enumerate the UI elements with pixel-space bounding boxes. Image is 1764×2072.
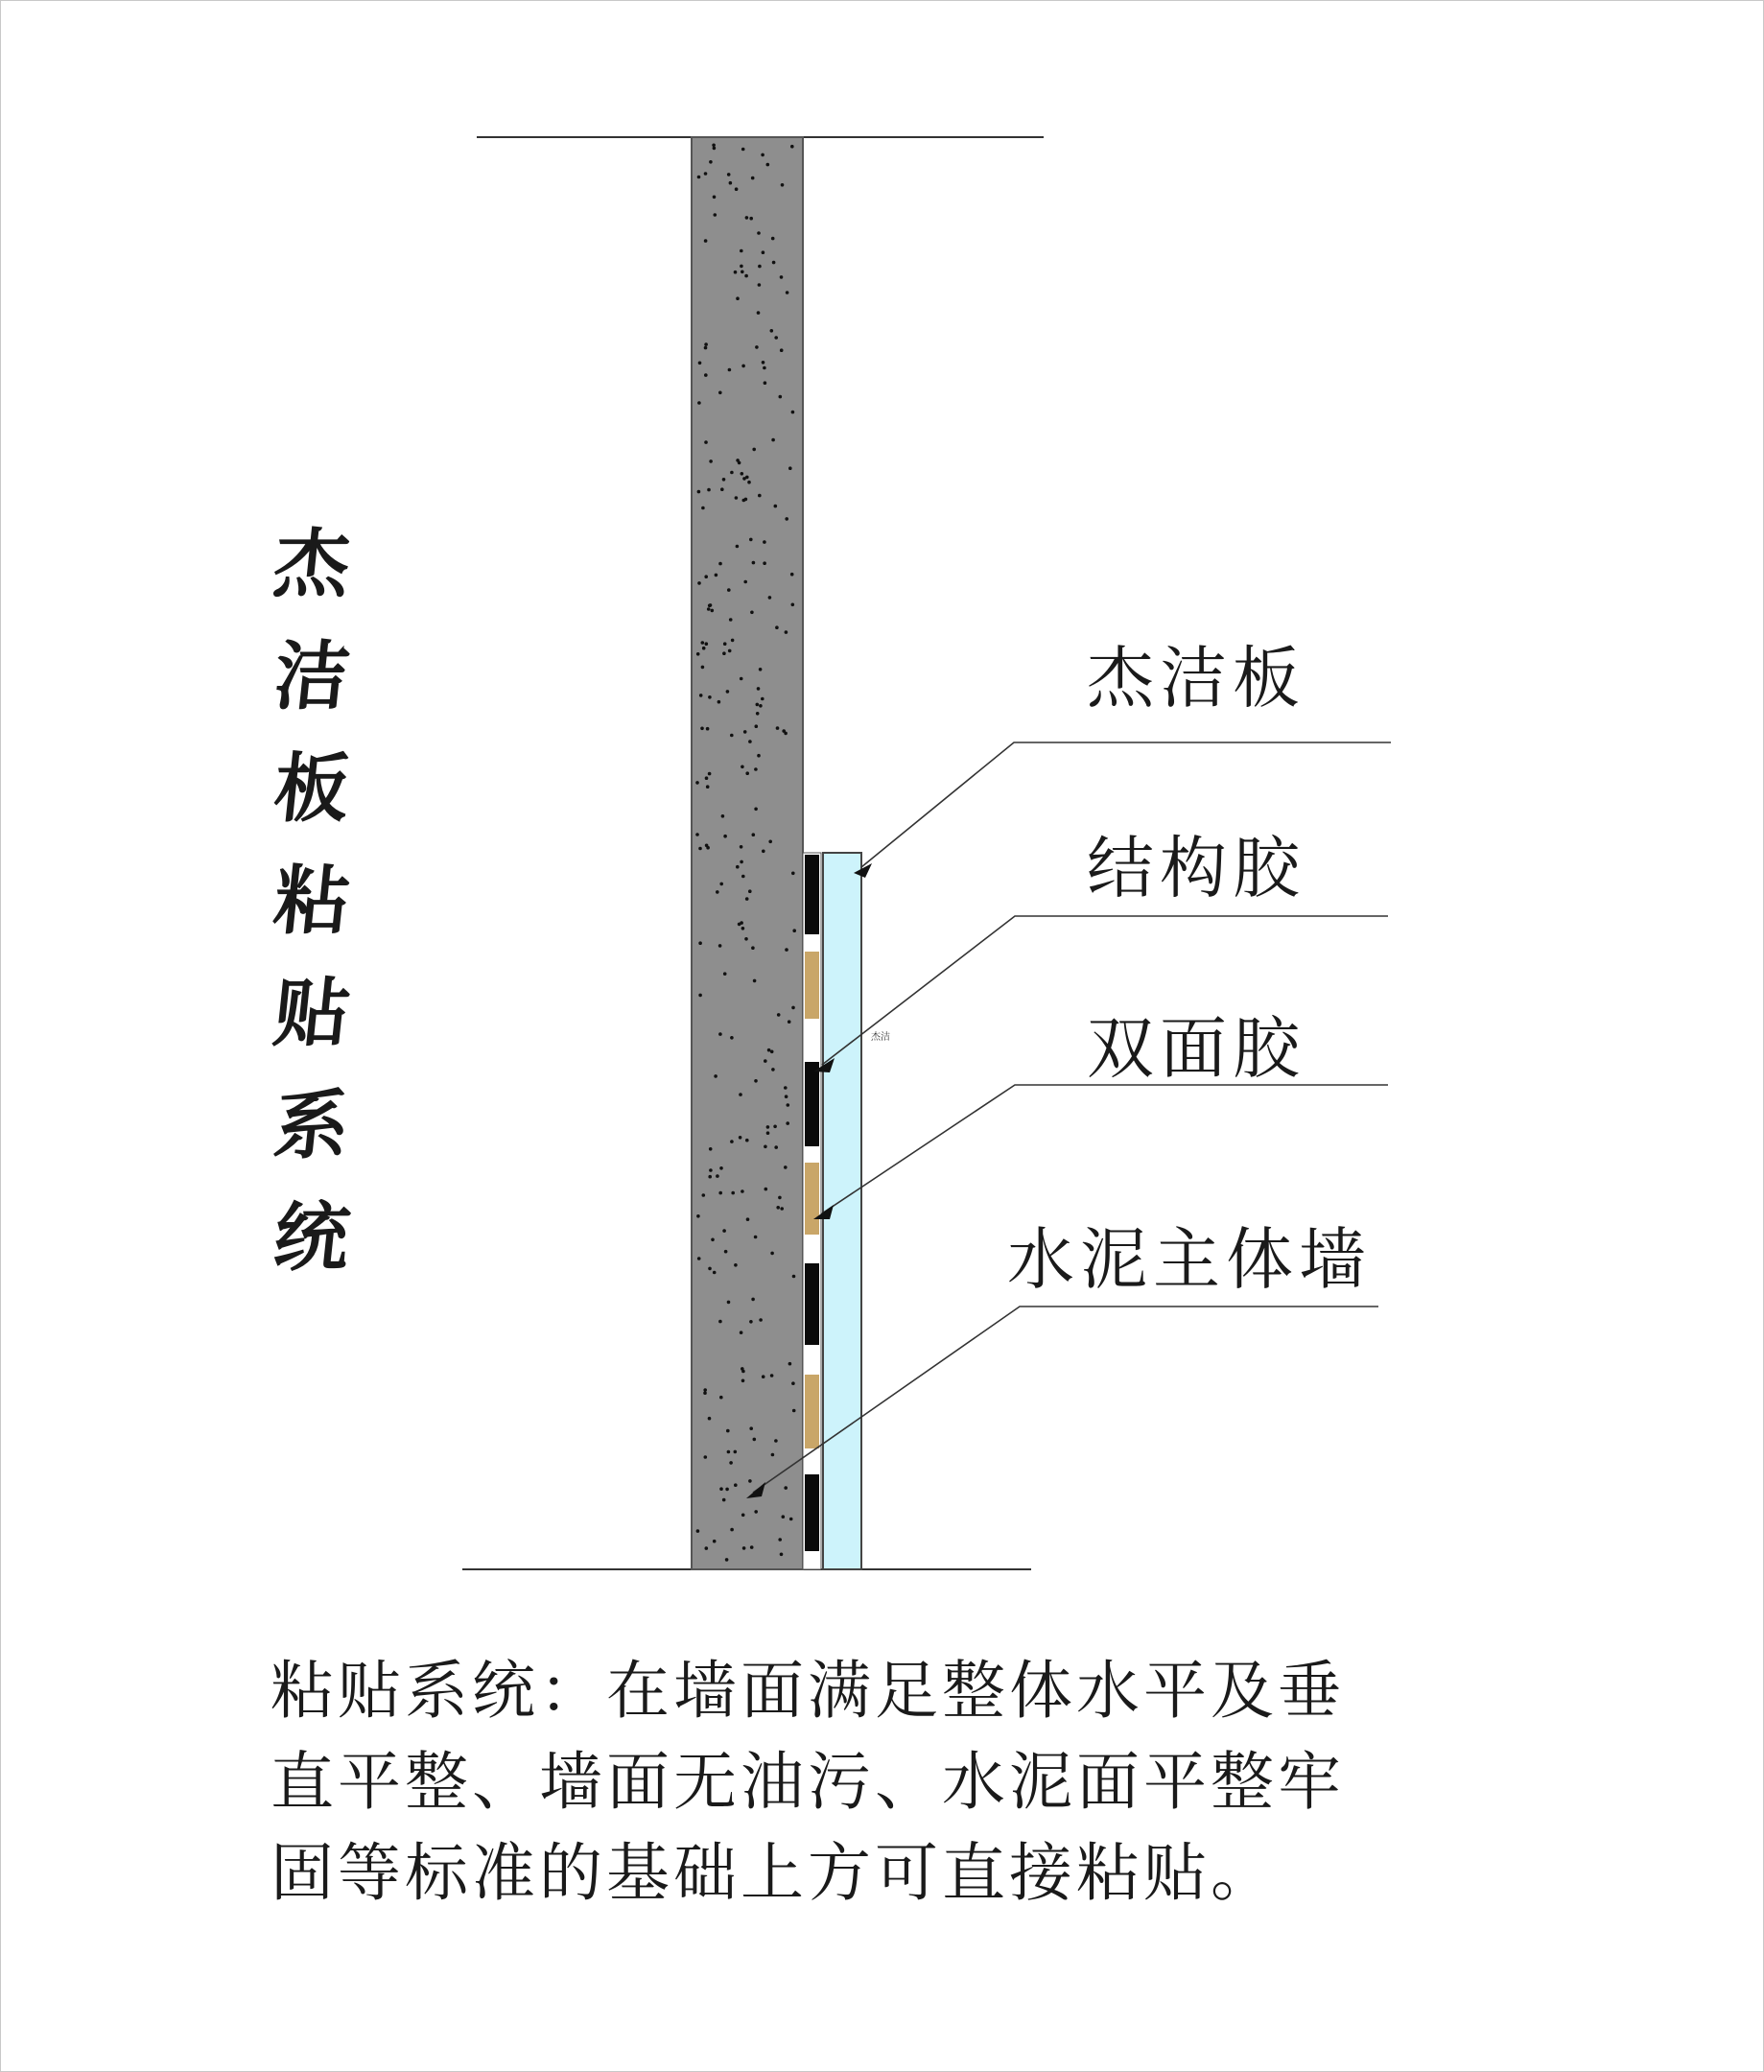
wall-dot — [700, 727, 704, 731]
wall-dot — [698, 362, 702, 365]
wall-dot — [767, 1048, 771, 1052]
wall-dot — [790, 145, 794, 149]
vertical-title-char: 杰 — [270, 521, 354, 608]
wall-dot — [787, 1103, 790, 1107]
wall-dot — [741, 271, 744, 274]
wall-dot — [701, 641, 705, 645]
wall-dot — [745, 771, 749, 775]
wall-dot — [739, 1136, 742, 1140]
wall-dot — [718, 1191, 722, 1195]
wall-dot — [751, 946, 755, 950]
wall-dot — [701, 506, 705, 510]
wall-dot — [758, 283, 762, 287]
vertical-title — [259, 508, 365, 1294]
wall-dot — [757, 311, 761, 315]
wall-dot — [711, 609, 715, 613]
wall-dot — [774, 1145, 778, 1149]
wall-dot — [774, 336, 778, 340]
wall-dot — [752, 448, 756, 452]
wall-dot — [784, 1086, 788, 1090]
wall-dot — [771, 237, 775, 241]
wall-dot — [712, 144, 716, 148]
wall-dot — [711, 1238, 715, 1242]
wall-dot — [724, 1250, 728, 1254]
wall-dot — [708, 1175, 712, 1179]
wall-dot — [704, 172, 708, 176]
wall-dot — [703, 1391, 707, 1395]
wall-dot — [791, 1006, 795, 1010]
wall-dot — [763, 366, 766, 370]
wall-dot — [764, 381, 767, 385]
wall-dot — [729, 1461, 733, 1465]
wall-dot — [777, 1013, 781, 1017]
label-panel: 杰洁板 — [1087, 639, 1305, 718]
wall-dot — [739, 1093, 742, 1096]
wall-dot — [741, 1514, 745, 1518]
wall-dot — [789, 1518, 793, 1521]
wall-dot — [736, 296, 740, 300]
wall-dot — [748, 889, 752, 893]
wall-dot — [751, 177, 755, 180]
wall-dot — [704, 342, 708, 346]
wall-dot — [740, 249, 743, 253]
wall-dot — [731, 1191, 735, 1195]
wall-dot — [786, 1121, 789, 1125]
wall-dot — [770, 1374, 774, 1377]
wall-dot — [717, 700, 721, 704]
wall-dot — [784, 1166, 788, 1169]
wall-dot — [735, 496, 739, 500]
wall-dot — [719, 1166, 723, 1170]
wall-dot — [697, 176, 701, 179]
wall-dot — [761, 697, 764, 701]
structural-glue-strip — [805, 1062, 819, 1146]
wall-dot — [764, 1059, 767, 1063]
wall-dot — [791, 411, 795, 414]
wall-dot — [722, 1229, 726, 1233]
wall-dot — [704, 1455, 708, 1459]
wall-dot — [741, 765, 744, 769]
wall-dot — [698, 941, 702, 945]
wall-dot — [788, 1362, 792, 1366]
wall-dot — [716, 890, 719, 894]
wall-dot — [730, 734, 734, 738]
wall-dot — [786, 291, 789, 294]
wall-dot — [749, 538, 753, 542]
wall-dot — [714, 1074, 717, 1078]
wall-dot — [714, 213, 717, 217]
wall-dot — [757, 231, 761, 235]
wall-dot — [770, 329, 774, 333]
wall-dot — [707, 488, 711, 492]
wall-dot — [749, 1426, 753, 1430]
wall-dot — [742, 477, 746, 481]
wall-dot — [768, 596, 772, 600]
wall-dot — [718, 1320, 722, 1324]
wall-dot — [723, 642, 727, 646]
double-sided-tape-strip — [805, 1375, 819, 1448]
wall-dot — [704, 373, 708, 377]
wall-dot — [763, 561, 766, 565]
wall-dot — [742, 499, 746, 503]
wall-dot — [741, 875, 745, 879]
wall-dot — [718, 944, 722, 948]
wall-dot — [746, 1217, 750, 1221]
wall-dot — [770, 1050, 774, 1054]
wall-dot — [753, 979, 757, 983]
leader-double-tape — [822, 1085, 1388, 1213]
wall-dot — [780, 1207, 784, 1211]
wall-dot — [705, 642, 709, 646]
wall-dot — [740, 921, 743, 925]
wall-dot — [708, 772, 712, 776]
wall-dot — [768, 840, 772, 844]
wall-dot — [764, 1188, 768, 1191]
wall-dot — [779, 395, 783, 399]
wall-dot — [697, 1257, 701, 1260]
wall-dot — [722, 651, 726, 655]
wall-dot — [706, 727, 710, 731]
wall-dot — [727, 1301, 731, 1305]
wall-dot — [740, 845, 743, 849]
wall-dot — [744, 937, 748, 941]
wall-dot — [695, 833, 699, 836]
wall-dot — [762, 850, 765, 854]
wall-dot — [707, 607, 711, 611]
panel-small-mark: 杰洁 — [871, 1032, 890, 1043]
wall-dot — [728, 368, 732, 372]
wall-dot — [696, 1214, 700, 1218]
wall-dot — [766, 163, 770, 167]
wall-dot — [708, 1267, 712, 1271]
wall-dot — [727, 1450, 731, 1454]
wall-dot — [719, 1487, 723, 1491]
wall-dot — [788, 466, 792, 470]
wall-dot — [745, 897, 749, 901]
wall-dot — [774, 505, 778, 508]
wall-dot — [758, 494, 762, 498]
wall-dot — [741, 365, 745, 368]
wall-dot — [718, 1032, 722, 1036]
wall-dot — [754, 1510, 758, 1514]
wall-dot — [705, 844, 709, 848]
wall-dot — [776, 726, 780, 730]
wall-dot — [741, 148, 745, 152]
wall-dot — [785, 1095, 788, 1098]
wall-dot — [780, 348, 784, 352]
wall-dot — [734, 1263, 738, 1267]
wall-dot — [759, 704, 763, 708]
wall-dot — [720, 487, 724, 491]
wall-dot — [745, 1139, 749, 1142]
wall-dot — [708, 695, 712, 699]
wall-dot — [766, 1131, 770, 1135]
wall-dot — [754, 767, 758, 771]
wall-dot — [764, 1145, 767, 1149]
wall-dot — [790, 573, 794, 577]
wall-dot — [748, 1479, 752, 1483]
cement-wall — [692, 137, 803, 1569]
wall-dot — [780, 275, 784, 279]
wall-dot — [735, 187, 739, 191]
wall-dot — [721, 814, 725, 818]
wall-dot — [749, 1320, 753, 1324]
wall-dot — [791, 1381, 795, 1385]
wall-dot — [791, 872, 795, 876]
caption-line: 粘贴系统：在墙面满足整体水平及垂 — [270, 1654, 1345, 1728]
wall-dot — [755, 724, 759, 728]
wall-dot — [697, 490, 701, 494]
wall-dot — [736, 545, 740, 549]
wall-dot — [696, 1529, 700, 1533]
wall-dot — [698, 847, 702, 851]
wall-dot — [773, 1125, 777, 1129]
adhesive-strips — [805, 855, 819, 1551]
wall-dot — [705, 1546, 709, 1550]
wall-dot — [704, 346, 708, 350]
wall-dot — [758, 265, 762, 269]
wall-dot — [759, 1318, 763, 1322]
wall-dot — [755, 345, 759, 349]
structural-glue-strip — [805, 1263, 819, 1345]
wall-dot — [741, 1189, 744, 1193]
wall-dot — [730, 1036, 734, 1040]
wall-dot — [709, 1168, 713, 1172]
wall-dot — [695, 781, 699, 785]
wall-dot — [741, 1370, 745, 1374]
wall-dot — [752, 833, 756, 836]
wall-dot — [743, 730, 747, 734]
wall-dot — [730, 1528, 734, 1532]
caption-line: 固等标准的基础上方可直接粘贴。 — [270, 1836, 1278, 1910]
wall-dot — [761, 153, 764, 157]
wall-dot — [780, 1553, 784, 1557]
wall-dot — [753, 1438, 757, 1442]
wall-dot — [770, 1252, 774, 1256]
vertical-title-char: 统 — [270, 1194, 354, 1282]
wall-dot — [750, 1545, 754, 1549]
wall-dot — [713, 196, 717, 200]
wall-dot — [754, 1079, 758, 1083]
wall-dot — [762, 361, 765, 365]
wall-dot — [719, 883, 723, 886]
wall-dot — [725, 1488, 729, 1492]
wall-dot — [781, 183, 785, 187]
wall-dot — [740, 677, 743, 681]
wall-dot — [727, 173, 731, 177]
wall-dot — [708, 1417, 712, 1421]
wall-dot — [742, 1546, 746, 1550]
wall-dot — [722, 478, 726, 482]
wall-dot — [757, 754, 761, 758]
wall-dot — [705, 776, 709, 780]
wall-dot — [749, 217, 753, 221]
wall-dot — [754, 808, 758, 812]
vertical-title-char: 板 — [270, 745, 354, 833]
wall-dot — [741, 1379, 745, 1383]
wall-dot — [729, 181, 733, 185]
structural-glue-strip — [805, 1474, 819, 1551]
wall-dot — [734, 1450, 738, 1454]
wall-dot — [728, 649, 732, 653]
wall-dot — [791, 603, 795, 607]
label-structural-glue: 结构胶 — [1087, 829, 1305, 907]
wall-dot — [723, 972, 727, 976]
wall-dot — [744, 274, 748, 278]
wall-dot — [713, 1540, 717, 1543]
wall-dot — [727, 588, 731, 592]
wall-dot — [757, 687, 761, 691]
wall-dot — [792, 929, 796, 932]
double-sided-tape-strip — [805, 1163, 819, 1235]
wall-dot — [771, 1068, 775, 1071]
wall-dot — [715, 574, 718, 577]
label-double-sided-tape: 双面胶 — [1087, 1009, 1305, 1088]
wall-dot — [709, 160, 713, 164]
wall-dot — [734, 1483, 738, 1487]
wall-dot — [738, 461, 741, 465]
wall-dot — [709, 459, 713, 463]
wall-dot — [752, 561, 756, 565]
wall-dot — [766, 1125, 770, 1129]
caption-line: 直平整、墙面无油污、水泥面平整牢 — [270, 1745, 1345, 1819]
wall-dot — [725, 1558, 729, 1562]
wall-dot — [697, 401, 701, 405]
wall-dot — [740, 1330, 743, 1334]
wall-dot — [792, 1409, 796, 1413]
wall-dot — [740, 860, 743, 864]
wall-dot — [771, 1453, 775, 1457]
wall-dot — [704, 239, 708, 243]
wall-dot — [743, 580, 747, 584]
wall-dot — [726, 1429, 730, 1433]
wall-dot — [759, 668, 763, 671]
wall-dot — [726, 690, 730, 694]
wall-dot — [788, 1020, 791, 1024]
vertical-title-char: 贴 — [270, 970, 354, 1057]
wall-dot — [701, 666, 705, 670]
wall-dot — [719, 1396, 723, 1400]
wall-dot — [754, 1236, 758, 1239]
wall-dot — [729, 618, 733, 622]
wall-dot — [785, 948, 788, 952]
wall-dot — [750, 611, 754, 615]
wall-dot — [782, 1515, 786, 1519]
wall-dot — [774, 1439, 778, 1443]
wall-dot — [736, 865, 740, 869]
wall-dot — [756, 712, 760, 716]
wall-dot — [748, 740, 752, 743]
wall-dot — [709, 603, 713, 607]
wall-dot — [740, 265, 743, 269]
wall-dot — [709, 1147, 713, 1151]
wall-dot — [741, 927, 745, 930]
wall-dot — [718, 391, 722, 395]
wall-dot — [704, 440, 708, 444]
wall-dot — [785, 630, 788, 634]
wall-dot — [699, 694, 703, 697]
wall-dot — [763, 540, 766, 544]
caption-text — [270, 1645, 1508, 1919]
vertical-title-char: 粘 — [270, 858, 354, 945]
wall-dot — [696, 652, 700, 656]
wall-dot — [784, 1486, 788, 1490]
wall-dot — [723, 835, 727, 838]
wall-dot — [704, 575, 708, 578]
wall-dot — [772, 261, 776, 265]
wall-dot — [741, 472, 744, 476]
wall-dot — [713, 147, 717, 151]
wall-dot — [792, 1275, 796, 1279]
wall-dot — [762, 250, 765, 254]
wall-dot — [782, 729, 786, 733]
wall-dot — [702, 1193, 706, 1197]
wall-dot — [771, 438, 775, 442]
label-cement-wall: 水泥主体墙 — [1007, 1220, 1372, 1299]
structural-glue-strip — [805, 855, 819, 934]
wall-dot — [745, 216, 749, 220]
wall-dot — [716, 1174, 719, 1178]
wall-dot — [698, 994, 702, 998]
wall-dot — [747, 481, 751, 484]
wall-dot — [697, 581, 701, 585]
wall-dot — [775, 625, 779, 629]
wall-dot — [778, 1538, 782, 1542]
wall-dot — [718, 562, 722, 566]
wall-dot — [762, 1375, 765, 1378]
vertical-title-char: 系 — [270, 1082, 354, 1169]
double-sided-tape-strip — [805, 952, 819, 1019]
wall-dot — [722, 1498, 726, 1502]
wall-dot — [778, 1196, 782, 1200]
wall-dot — [756, 703, 760, 707]
wall-dot — [731, 639, 735, 643]
wall-dot — [703, 1388, 707, 1392]
wall-dot — [730, 471, 734, 475]
wall-dot — [734, 271, 738, 274]
wall-dot — [702, 647, 706, 650]
wall-dot — [785, 517, 788, 521]
wall-dot — [713, 1271, 717, 1275]
wall-dot — [776, 1206, 780, 1210]
wall-dot — [706, 785, 710, 789]
vertical-title-char: 洁 — [270, 633, 354, 720]
wall-dot — [751, 1298, 755, 1302]
wall-dot — [730, 1140, 734, 1143]
